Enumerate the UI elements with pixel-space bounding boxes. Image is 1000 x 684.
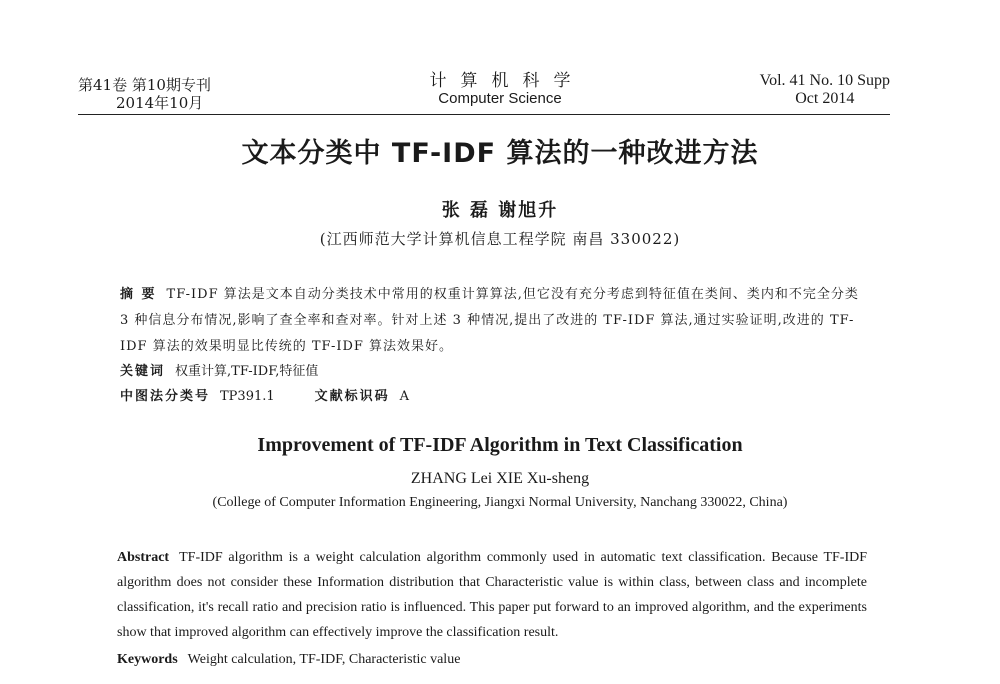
keywords-cn: [120, 360, 318, 379]
volume-en: Vol. 41 No. 10 Supp: [759, 72, 890, 89]
issue-volume: 第41卷 第10期专刊: [78, 76, 211, 94]
doc-code-value: A: [399, 389, 410, 404]
authors-cn: 张 磊 谢旭升: [441, 200, 559, 221]
classification-cn: [120, 385, 409, 404]
issue-info: [78, 76, 211, 112]
authors-en: ZHANG Lei XIE Xu-sheng: [410, 470, 590, 487]
abstract-en-text: TF-IDF algorithm is a weight calculation algorithm commonly used in automatic text classification. Because TF-IDF algorithm does not consider these Information distribution that Characteristic value is within class, between class and incomplete classification, it's recall ratio and precision ratio is influenced. This paper put forward to an improved algorithm, and the experiments show that improved algorithm can effectively improve the classification result.: [117, 550, 867, 640]
issue-date: 2014年10月: [116, 94, 204, 112]
date-en: Oct 2014: [795, 90, 855, 107]
keywords-en-text: Weight calculation, TF-IDF, Characteristic value: [187, 652, 461, 667]
abstract-en-label: Abstract: [117, 550, 170, 565]
abstract-en: [117, 545, 867, 645]
abstract-cn-text: TF-IDF 算法是文本自动分类技术中常用的权重计算算法,但它没有充分考虑到特征值在类间、类内和不完全分类 3 种信息分布情况,影响了查全率和查对率。针对上述 3 种情况,提出了改进的 TF-IDF 算法,通过实验证明,改进的 TF-IDF 算法的效果明显比传统的 TF-IDF 算法效果好。: [120, 287, 859, 354]
doc-code-label: 文献标识码: [314, 389, 390, 404]
keywords-en-label: Keywords: [117, 652, 178, 667]
clc-label: 中图法分类号: [120, 389, 211, 404]
journal-name-en: Computer Science: [438, 90, 562, 107]
keywords-cn-label: 关键词: [120, 364, 166, 379]
paper-title-cn: 文本分类中 TF-IDF 算法的一种改进方法: [241, 138, 759, 169]
journal-name: [380, 72, 620, 108]
keywords-cn-text: 权重计算,TF-IDF,特征值: [175, 364, 319, 379]
clc-value: TP391.1: [220, 389, 275, 404]
issue-info-en: [760, 72, 890, 108]
paper-title-en: Improvement of TF-IDF Algorithm in Text Classification: [257, 434, 743, 456]
abstract-cn: [120, 282, 860, 360]
keywords-en: [117, 652, 460, 668]
journal-name-cn: 计算机科学: [429, 71, 585, 91]
affiliation-cn: (江西师范大学计算机信息工程学院 南昌 330022): [319, 230, 681, 248]
abstract-cn-label: 摘 要: [120, 287, 157, 302]
header-rule: [78, 114, 890, 115]
affiliation-en: (College of Computer Information Engineering, Jiangxi Normal University, Nanchang 330022, China): [212, 495, 788, 510]
